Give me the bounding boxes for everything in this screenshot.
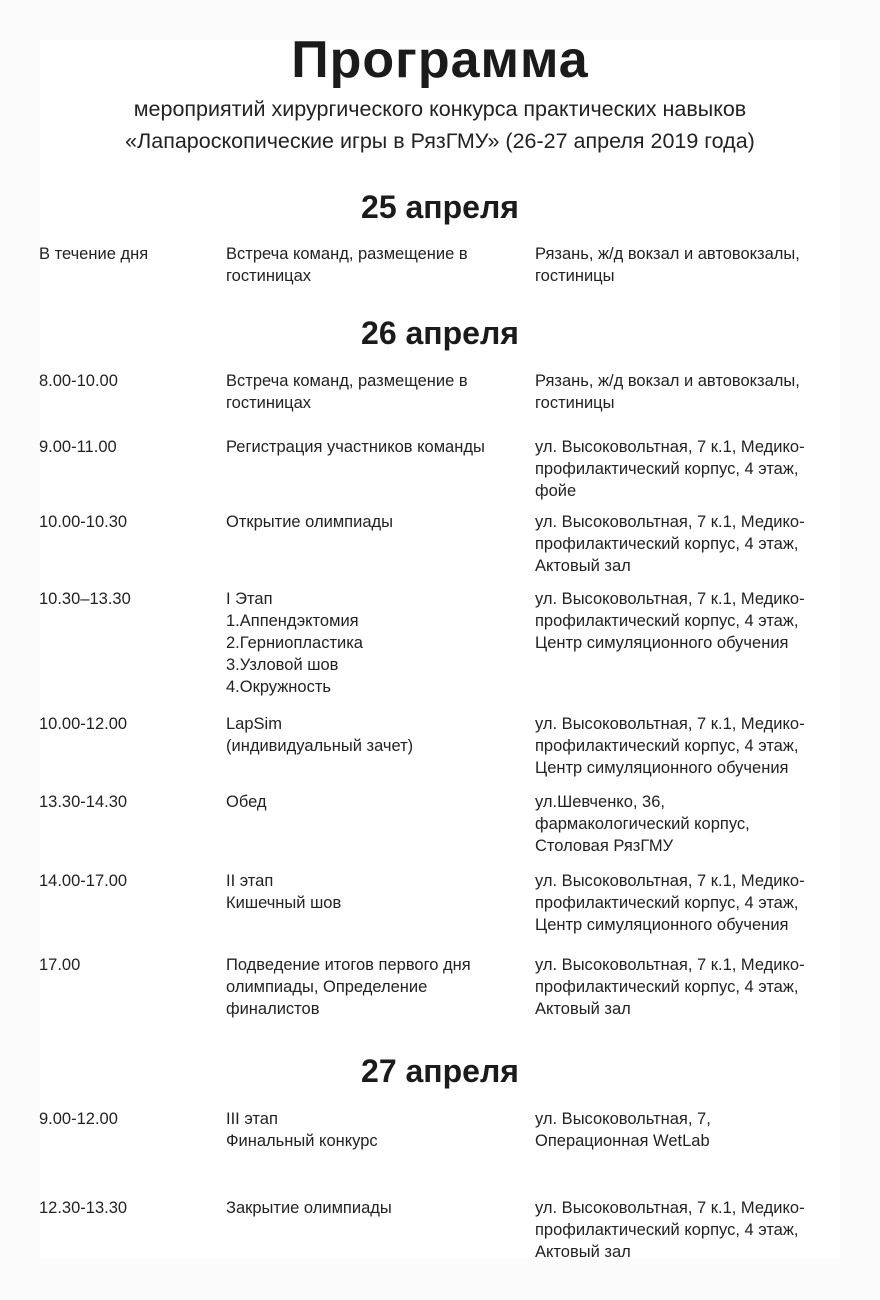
event-location-line: фармакологический корпус, [535,815,750,833]
event-location-line: Столовая РязГМУ [535,837,674,855]
event-time: 9.00-11.00 [39,438,117,456]
event-location-line: фойе [535,482,577,500]
event-location [535,588,845,654]
event-location-line: профилактический корпус, 4 этаж, [535,978,799,996]
event-location-line: профилактический корпус, 4 этаж, [535,894,799,912]
event-time: 17.00 [39,956,81,974]
event-time: В течение дня [39,245,149,263]
event-description-line: I Этап [226,590,273,608]
event-location [535,954,845,1020]
day-heading: 25 апреля [361,189,519,225]
event-location [535,243,845,287]
event-description [226,511,531,533]
event-location [535,870,845,936]
event-location-line: Центр симуляционного обучения [535,916,789,934]
event-description-line: Кишечный шов [226,894,342,912]
event-location-line: Актовый зал [535,1000,631,1018]
event-description-line: гостиницах [226,394,312,412]
event-description-line: олимпиады, Определение [226,978,428,996]
event-location-line: гостиницы [535,267,615,285]
event-location [535,370,845,414]
event-time: 10.30–13.30 [39,590,131,608]
day-heading: 27 апреля [361,1053,519,1089]
event-description [226,791,531,813]
event-location-line: Рязань, ж/д вокзал и автовокзалы, [535,372,800,390]
event-location-line: профилактический корпус, 4 этаж, [535,612,799,630]
event-description-line: финалистов [226,1000,320,1018]
subtitle-line: мероприятий хирургического конкурса практических навыков [133,97,747,121]
event-location [535,1197,845,1263]
event-description [226,436,531,458]
event-description-line: Подведение итогов первого дня [226,956,471,974]
event-description-line: Открытие олимпиады [226,513,393,531]
event-description [226,713,531,757]
event-description-line: Регистрация участников команды [226,438,485,456]
event-location-line: Актовый зал [535,557,631,575]
event-location [535,511,845,577]
event-location-line: профилактический корпус, 4 этаж, [535,535,799,553]
event-location-line: ул. Высоковольтная, 7 к.1, Медико- [535,872,805,890]
day-heading: 26 апреля [361,315,519,351]
event-description-line: 3.Узловой шов [226,656,339,674]
event-location-line: Центр симуляционного обучения [535,759,789,777]
event-description-line: 1.Аппендэктомия [226,612,359,630]
page-title: Программа [291,31,589,89]
event-time: 10.00-10.30 [39,513,128,531]
event-time: 8.00-10.00 [39,372,118,390]
event-time: 12.30-13.30 [39,1199,128,1217]
event-location-line: ул. Высоковольтная, 7 к.1, Медико- [535,590,805,608]
event-time: 13.30-14.30 [39,793,128,811]
event-location [535,436,845,502]
event-location-line: Актовый зал [535,1243,631,1261]
event-description [226,870,531,914]
event-location-line: Рязань, ж/д вокзал и автовокзалы, [535,245,800,263]
page-subtitle [0,93,880,157]
event-description-line: 4.Окружность [226,678,331,696]
event-location-line: профилактический корпус, 4 этаж, [535,460,799,478]
event-description-line: III этап [226,1110,278,1128]
event-description-line: Закрытие олимпиады [226,1199,392,1217]
event-time: 14.00-17.00 [39,872,128,890]
event-description-line: Встреча команд, размещение в [226,245,468,263]
event-description [226,1108,531,1152]
event-location-line: ул. Высоковольтная, 7 к.1, Медико- [535,956,805,974]
event-description-line: Финальный конкурс [226,1132,378,1150]
event-location-line: Центр симуляционного обучения [535,634,789,652]
event-description-line: LapSim [226,715,282,733]
event-description-line: II этап [226,872,274,890]
event-description-line: 2.Герниопластика [226,634,363,652]
event-location-line: ул.Шевченко, 36, [535,793,665,811]
event-description-line: (индивидуальный зачет) [226,737,414,755]
event-location-line: ул. Высоковольтная, 7 к.1, Медико- [535,513,805,531]
event-description [226,243,531,287]
subtitle-line: «Лапароскопические игры в РязГМУ» (26-27 апреля 2019 года) [125,129,755,153]
event-description-line: гостиницах [226,267,312,285]
event-location-line: ул. Высоковольтная, 7 к.1, Медико- [535,438,805,456]
event-location-line: гостиницы [535,394,615,412]
event-time: 10.00-12.00 [39,715,128,733]
event-description-line: Обед [226,793,267,811]
event-description [226,954,531,1020]
event-description [226,588,531,698]
event-location [535,713,845,779]
event-location [535,1108,845,1152]
event-location-line: ул. Высоковольтная, 7, [535,1110,711,1128]
event-location [535,791,845,857]
event-location-line: ул. Высоковольтная, 7 к.1, Медико- [535,715,805,733]
event-location-line: ул. Высоковольтная, 7 к.1, Медико- [535,1199,805,1217]
event-location-line: профилактический корпус, 4 этаж, [535,1221,799,1239]
event-description [226,370,531,414]
event-description [226,1197,531,1219]
event-time: 9.00-12.00 [39,1110,118,1128]
event-location-line: профилактический корпус, 4 этаж, [535,737,799,755]
event-location-line: Операционная WetLab [535,1132,710,1150]
event-description-line: Встреча команд, размещение в [226,372,468,390]
